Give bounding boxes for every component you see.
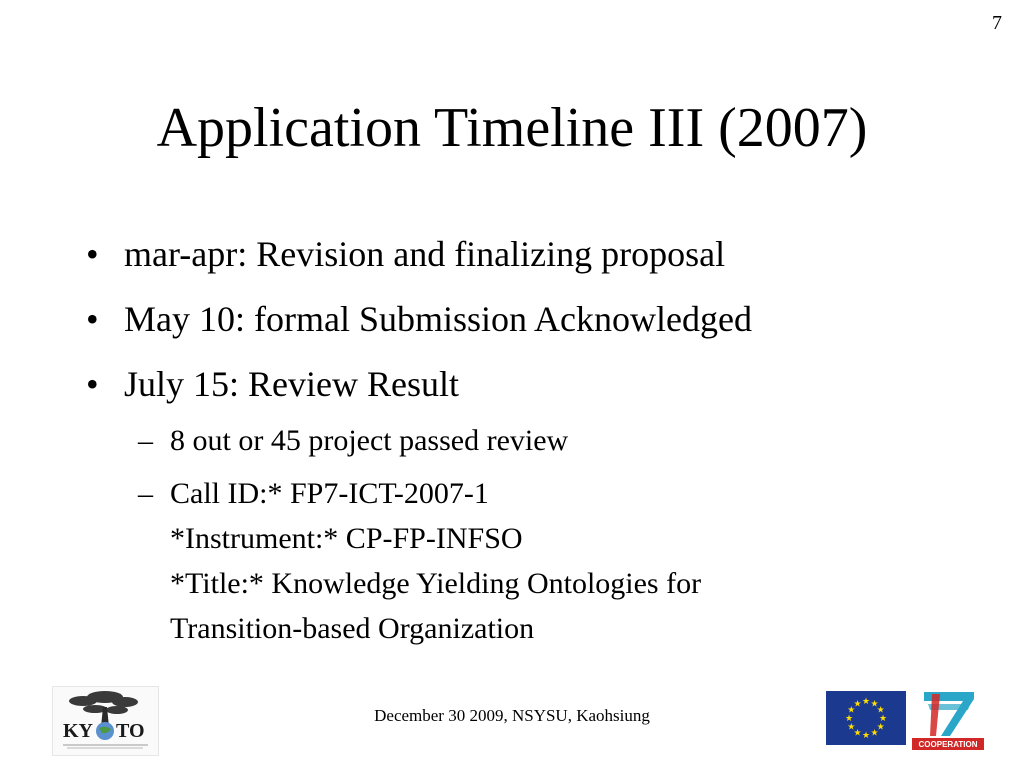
footer-text: December 30 2009, NSYSU, Kaohsiung — [374, 706, 650, 725]
sub-bullet-list — [124, 418, 982, 651]
title-line: *Title:* Knowledge Yielding Ontologies for — [170, 567, 702, 600]
title-line-continued: Transition-based Organization — [170, 612, 535, 645]
eu-star: ★ — [844, 713, 854, 723]
bullet-item: • mar-apr: Revision and finalizing proposal — [82, 232, 982, 276]
slide-title: Application Timeline III (2007) — [156, 97, 868, 159]
bullet-list — [82, 232, 982, 672]
eu-star: ★ — [853, 727, 862, 738]
sub-bullet-item: – 8 out or 45 project passed review — [124, 418, 982, 463]
svg-text:KY: KY — [63, 720, 93, 742]
eu-flag-icon — [826, 691, 906, 745]
bullet-item-text: July 15: Review Result — [124, 364, 459, 404]
instrument-line: *Instrument:* CP-FP-INFSO — [170, 522, 523, 555]
eu-star: ★ — [878, 713, 888, 723]
eu-star: ★ — [876, 721, 885, 732]
svg-text:COOPERATION: COOPERATION — [918, 740, 978, 749]
call-id-line: – Call ID:* FP7-ICT-2007-1 — [170, 477, 489, 510]
sub-bullet-item-call — [124, 471, 982, 651]
eu-star: ★ — [870, 698, 879, 709]
eu-star: ★ — [861, 696, 871, 706]
bullet-item-review — [82, 362, 982, 651]
eu-star: ★ — [847, 704, 856, 715]
eu-star: ★ — [861, 730, 871, 740]
eu-star: ★ — [853, 698, 862, 709]
bullet-item: • May 10: formal Submission Acknowledged — [82, 297, 982, 341]
svg-text:TO: TO — [116, 720, 145, 742]
fp7-logo — [910, 688, 986, 752]
page-number: 7 — [992, 12, 1002, 34]
eu-star: ★ — [870, 727, 879, 738]
eu-star: ★ — [876, 704, 885, 715]
eu-star: ★ — [847, 721, 856, 732]
